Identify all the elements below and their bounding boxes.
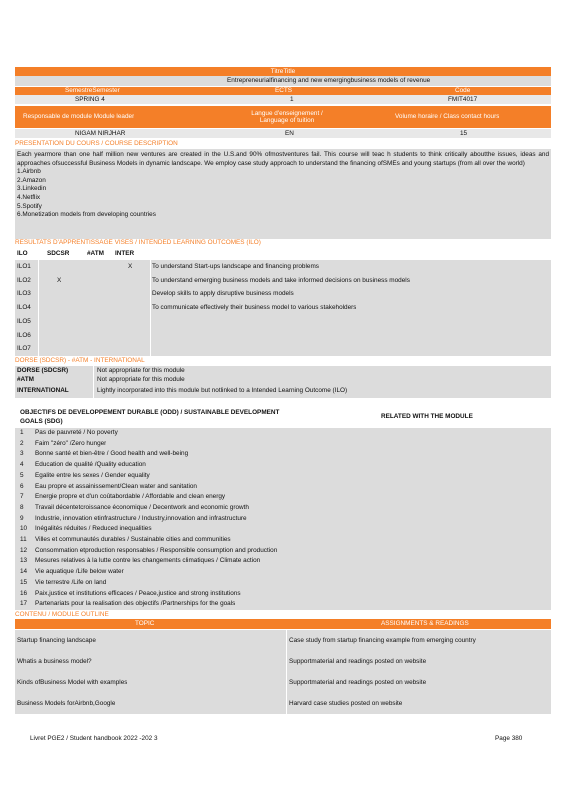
sdg-text: Industrie, innovation etinfrastructure / Industry,innovation and infrastructure <box>35 514 247 522</box>
table-row <box>15 384 551 398</box>
sdg-row <box>15 556 551 567</box>
sdg-row <box>15 589 551 600</box>
sdg-text: Vie aquatique /Life below water <box>35 568 124 576</box>
sdg-text: Pas de pauvreté / No poverty <box>35 429 118 436</box>
sdg-number: 12 <box>20 546 28 554</box>
sdg-text: Vie terrestre /Life on land <box>35 578 107 586</box>
assign-cell: Case study from startup financing example from emerging country <box>289 637 476 644</box>
sdg-text: Mesures relatives à la lutte contre les changements climatiques / Climate action <box>35 557 261 565</box>
sdg-heading: OBJECTIFS DE DEVELOPPEMENT DURABLE (ODD) / SUSTAINABLE DEVELOPMENT GOALS (SDG) <box>20 409 280 425</box>
sdg-number: 8 <box>20 503 24 511</box>
outline-table <box>15 630 551 714</box>
sdg-row <box>15 492 551 503</box>
topic-cell: Whatis a business model? <box>17 658 92 665</box>
responsable-label: Responsable de module Module leader <box>23 113 135 120</box>
table-row <box>15 366 551 375</box>
ects-value: 1 <box>290 96 294 103</box>
ilo-text: To communicate effectively their business model to various stakeholders <box>152 304 357 312</box>
sdg-number: 7 <box>20 493 24 501</box>
footer-page: Page 380 <box>495 735 523 742</box>
sdg-row <box>15 514 551 525</box>
sdg-row <box>15 567 551 578</box>
topic-header: TOPIC <box>135 620 155 627</box>
ilo-id: ILO6 <box>17 331 31 339</box>
dorse-table <box>15 366 551 398</box>
dorse-text: Not appropriate for this module <box>97 376 185 383</box>
sdg-row <box>15 524 551 535</box>
sdg-text: Faim "zéro" /Zero hunger <box>35 439 107 447</box>
sdg-text: Partenariats pour la realisation des objectifs /Partnerships for the goals <box>35 600 236 608</box>
ilo-table <box>15 260 551 356</box>
sdg-row <box>15 546 551 557</box>
title-header-label: TitreTitle <box>270 68 296 75</box>
sdg-number: 6 <box>20 482 24 490</box>
sdg-number: 14 <box>20 568 28 576</box>
sdcsr-col-header: SDCSR <box>47 250 70 257</box>
dorse-heading: DORSE (SDCSR) - #ATM - INTERNATIONAL <box>15 357 145 364</box>
table-row <box>15 630 551 651</box>
ilo-sdcsr: X <box>57 276 62 284</box>
table-row <box>15 375 551 384</box>
outline-header-row <box>15 619 551 629</box>
topic-cell: Kinds ofBusiness Model with examples <box>17 679 128 686</box>
assign-header: ASSIGNMENTS & READINGS <box>381 620 469 627</box>
course-title: Entrepreneurialfinancing and new emergingbusiness models of revenue <box>227 77 431 84</box>
sdg-number: 3 <box>20 450 24 458</box>
assign-cell: Harvard case studies posted on website <box>289 700 403 707</box>
sdg-number: 16 <box>20 589 28 597</box>
dorse-text: Not appropriate for this module <box>97 367 185 374</box>
sdg-text: Villes et communautés durables / Sustainable cities and communities <box>35 536 231 543</box>
ilo-id: ILO3 <box>17 290 31 298</box>
semester-value: SPRING 4 <box>75 96 105 103</box>
ilo-text: To understand Start-ups landscape and financing problems <box>152 263 319 270</box>
sdg-row <box>15 428 551 439</box>
sdg-number: 10 <box>20 525 28 533</box>
sdg-text: Egalite entre les sexes / Gender equality <box>35 471 150 479</box>
divider <box>286 630 287 714</box>
sdg-header-row <box>15 408 551 428</box>
responsable-header-row <box>15 106 551 128</box>
sdg-text: Consommation etproduction responsables / Responsible consumption and production <box>35 546 278 554</box>
presentation-box <box>15 149 551 239</box>
table-row <box>15 651 551 672</box>
sdg-number: 2 <box>20 439 24 447</box>
sdg-related-heading: RELATED WITH THE MODULE <box>381 413 473 420</box>
table-row <box>15 301 551 315</box>
table-row <box>15 342 551 356</box>
sdg-row <box>15 482 551 493</box>
table-row <box>15 287 551 301</box>
list-item: 6.Monetization models from developing countries <box>17 211 156 219</box>
sdg-number: 17 <box>20 600 28 608</box>
sdg-number: 1 <box>20 429 24 436</box>
outline-heading: CONTENU / MODULE OUTLINE <box>15 611 109 618</box>
sdg-number: 9 <box>20 514 24 522</box>
ilo-text: To understand emerging business models and take informed decisions on business models <box>152 276 410 284</box>
sdg-row <box>15 599 551 610</box>
sdg-row <box>15 578 551 589</box>
language-label: Langue d'enseignement / Language of tuition <box>251 110 323 124</box>
inter-col-header: INTER <box>115 250 135 257</box>
sdg-row <box>15 439 551 450</box>
topic-cell: Startup financing landscape <box>17 637 96 644</box>
sdg-number: 15 <box>20 578 28 586</box>
table-row <box>15 315 551 329</box>
sdg-table <box>15 428 551 610</box>
sdg-text: Paix,justice et institutions efficaces / Peace,justice and strong institutions <box>35 589 241 597</box>
sdg-row <box>15 471 551 482</box>
table-row <box>15 672 551 693</box>
table-row <box>15 329 551 343</box>
leader-values-row <box>15 129 551 138</box>
sdg-text: Inégalités réduites / Reduced inequalities <box>35 525 152 533</box>
sdg-text: Travail décentetcroissance économique / Decentwork and economic growth <box>35 503 249 511</box>
atm-col-header: #ATM <box>87 250 104 257</box>
sdg-row <box>15 535 551 546</box>
divider <box>150 260 151 356</box>
sdg-text: Bonne santé et bien-être / Good health and well-being <box>35 450 189 458</box>
list-item: 2.Amazon <box>17 176 46 184</box>
sdg-number: 13 <box>20 557 28 565</box>
semester-header-row <box>15 87 551 95</box>
ilo-heading-row <box>15 239 551 247</box>
divider <box>38 260 39 356</box>
course-title-row <box>15 76 551 86</box>
table-row <box>15 693 551 714</box>
volume-label: Volume horaire / Class contact hours <box>395 113 500 120</box>
sdg-number: 5 <box>20 471 24 479</box>
list-item: 1.Airbnb <box>17 168 41 176</box>
footer-left: Livret PGE2 / Student handbook 2022 -202 3 <box>30 735 158 742</box>
presentation-heading-row <box>15 140 551 148</box>
table-row <box>15 274 551 288</box>
ects-label: ECTS <box>275 87 293 94</box>
sdg-row <box>15 503 551 514</box>
presentation-list <box>17 168 549 220</box>
sdg-number: 4 <box>20 461 24 469</box>
ilo-col-header: ILO <box>17 250 28 257</box>
ilo-id: ILO1 <box>17 263 31 270</box>
ilo-id: ILO4 <box>17 304 31 312</box>
semester-values-row <box>15 95 551 104</box>
dorse-heading-row <box>15 357 551 365</box>
code-label: Code <box>455 87 471 94</box>
list-item: 3.Linkedin <box>17 185 47 193</box>
sdg-row <box>15 460 551 471</box>
assign-cell: Supportmaterial and readings posted on website <box>289 658 427 665</box>
list-item: 5.Spotify <box>17 202 42 210</box>
dorse-label: DORSE (SDCSR) <box>17 367 69 374</box>
dorse-label: #ATM <box>17 376 34 383</box>
ilo-text: Develop skills to apply disruptive business models <box>152 290 294 298</box>
sdg-row <box>15 449 551 460</box>
assign-cell: Supportmaterial and readings posted on website <box>289 679 427 686</box>
sdg-text: Energie propre et d'un coûtabordable / Affordable and clean energy <box>35 493 226 501</box>
language-value: EN <box>285 130 294 137</box>
presentation-text: Each yearmore than one half million new ventures are created in the U.S.and 90% ofmostventures fail. This course will teac h students to think critically aboutthe issues, ideas and approaches ofsuccessful Business Models in dynamic landscape. We employ case study approach to understand the financing ofSMEs and young startups (from all over the world) <box>17 151 549 167</box>
dorse-text: Lightly incorporated into this module but notlinked to a Intended Learning Outcome (ILO) <box>97 387 348 394</box>
ilo-inter: X <box>128 263 133 270</box>
divider <box>93 366 94 398</box>
hours-value: 15 <box>460 130 468 137</box>
presentation-heading: PRESENTATION DU COURS / COURSE DESCRIPTION <box>15 140 178 147</box>
outline-heading-row <box>15 611 551 619</box>
code-value: FMIT4017 <box>448 96 478 103</box>
ilo-id: ILO2 <box>17 276 31 284</box>
list-item: 4.Netflix <box>17 193 41 201</box>
sdg-text: Education de qualité /Quality education <box>35 461 146 469</box>
topic-cell: Business Models forAirbnb,Google <box>17 700 116 707</box>
ilo-id: ILO7 <box>17 345 31 353</box>
sdg-text: Eau propre et assainissement/Clean water and sanitation <box>35 482 197 490</box>
leader-value: NIGAM NIRJHAR <box>75 130 126 137</box>
ilo-id: ILO5 <box>17 317 31 325</box>
semester-label: SemestreSemester <box>65 87 120 94</box>
ilo-heading: RESULTATS D'APPRENTISSAGE VISES / INTENDED LEARNING OUTCOMES (ILO) <box>15 239 261 246</box>
dorse-label: INTERNATIONAL <box>17 387 69 394</box>
ilo-header-row <box>15 249 551 258</box>
sdg-number: 11 <box>20 536 27 543</box>
title-header-bar <box>15 67 551 76</box>
table-row <box>15 260 551 274</box>
